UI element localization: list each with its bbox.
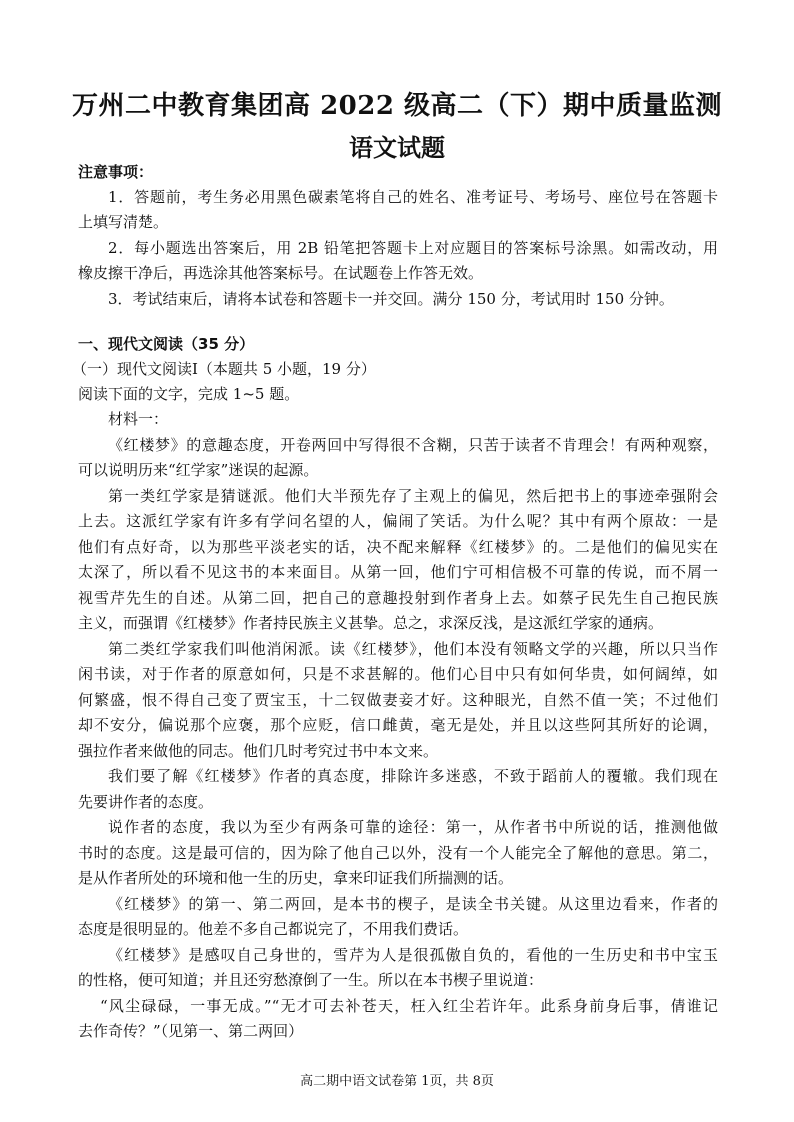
body-line: 太深了，所以看不见这书的本来面目。从第一回，他们宁可相信极不可靠的传说，而不屑一 [78,563,718,581]
body-line: 《红楼梦》的第一、第二两回，是本书的楔子，是读全书关键。从这里边看来，作者的 [108,895,718,913]
notice-line: 橡皮擦干净后，再选涂其他答案标号。在试题卷上作答无效。 [78,264,484,282]
notice-heading: 注意事项： [78,163,154,181]
section-heading: 一、现代文阅读（35 分） [78,335,255,353]
body-line: 态度是很明显的。他差不多自己都说完了，不用我们费话。 [78,920,469,938]
reading-instruction: 阅读下面的文字，完成 1~5 题。 [78,385,300,403]
body-line: 书时的态度。这是最可信的，因为除了他自己以外，没有一个人能完全了解他的意思。第二， [78,844,718,862]
body-line: 可以说明历来“红学家”迷误的起源。 [78,461,319,479]
body-line: 先要讲作者的态度。 [78,793,214,811]
body-line: 却不安分，偏说那个应褒，那个应贬，信口雌黄，毫无是处，并且以这些阿其所好的论调， [78,716,718,734]
body-line: 第二类红学家我们叫他消闲派。读《红楼梦》，他们本没有领略文学的兴趣，所以只当作 [108,640,718,658]
notice-line: 上填写清楚。 [78,213,169,231]
body-line: 他们有点好奇，以为那些平淡老实的话，决不配来解释《红楼梦》的。二是他们的偏见实在 [78,538,718,556]
notice-line: 2．每小题选出答案后，用 2B 铅笔把答题卡上对应题目的答案标号涂黑。如需改动，用 [108,239,718,257]
material-label: 材料一： [108,410,169,428]
body-line: “风尘碌碌，一事无成。”“无才可去补苍天，枉入红尘若许年。此系身前身后事，倩谁记 [100,997,718,1015]
exam-subtitle: 语文试题 [349,133,445,162]
body-line: 强拉作者来做他的同志。他们几时考究过书中本文来。 [78,742,439,760]
body-line: 何繁盛，恨不得自己变了贾宝玉，十二钗做妻妾才好。这种眼光，自然不值一笑；不过他们 [78,691,718,709]
notice-line: 3．考试结束后，请将本试卷和答题卡一并交回。满分 150 分，考试用时 150 分钟。 [108,290,674,308]
body-line: 视雪芹先生的自述。从第二回，把自己的意趣投射到作者身上去。如蔡孑民先生自己抱民族 [78,589,718,607]
notice-line: 1．答题前，考生务必用黑色碳素笔将自己的姓名、准考证号、考场号、座位号在答题卡 [108,188,718,206]
section-subheading: （一）现代文阅读Ⅰ（本题共 5 小题，19 分） [72,360,376,378]
body-line: 《红楼梦》的意趣态度，开卷两回中写得很不含糊，只苦于读者不肯理会！有两种观察， [108,436,718,454]
body-line: 上去。这派红学家有许多有学问名望的人，偏闹了笑话。为什么呢？其中有两个原故：一是 [78,512,718,530]
body-line: 《红楼梦》是感叹自己身世的，雪芹为人是很孤傲自负的，看他的一生历史和书中宝玉 [108,946,718,964]
body-line: 是从作者所处的环境和他一生的历史，拿来印证我们所揣测的话。 [78,869,514,887]
body-line: 去作奇传？”（见第一、第二两回） [78,1022,304,1040]
exam-title: 万州二中教育集团高 2022 级高二（下）期中质量监测 [72,91,722,121]
body-line: 闲书读，对于作者的原意如何，只是不求甚解的。他们心目中只有如何华贵，如何阔绰，如 [78,665,718,683]
body-line: 主义，而强谓《红楼梦》作者持民族主义甚挚。总之，求深反浅，是这派红学家的通病。 [78,614,664,632]
body-line: 说作者的态度，我以为至少有两条可靠的途径：第一，从作者书中所说的话，推测他做 [108,818,718,836]
page-footer: 高二期中语文试卷第 1页，共 8页 [300,1074,494,1089]
body-line: 的性格，便可知道；并且还穷愁潦倒了一生。所以在本书楔子里说道： [78,971,544,989]
body-line: 第一类红学家是猜谜派。他们大半预先存了主观上的偏见，然后把书上的事迹牵强附会 [108,487,718,505]
body-line: 我们要了解《红楼梦》作者的真态度，排除许多迷惑，不致于蹈前人的覆辙。我们现在 [108,767,718,785]
